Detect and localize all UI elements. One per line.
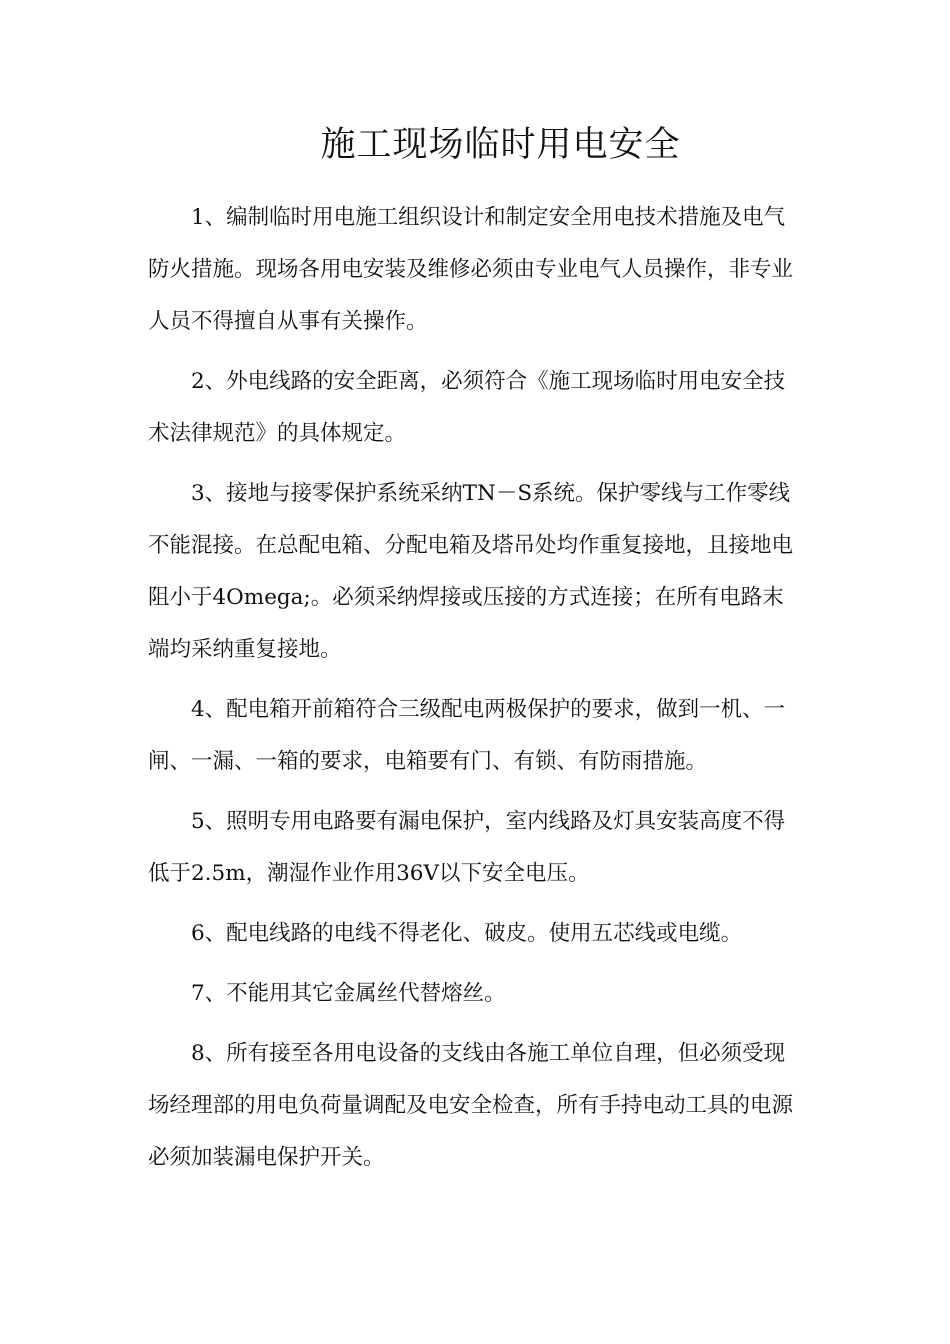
paragraph-8: 8、所有接至各用电设备的支线由各施工单位自理，但必须受现场经理部的用电负荷量调配及电安全检查，所有手持电动工具的电源必须加装漏电保护开关。 [148,1041,794,1170]
paragraph-3: 3、接地与接零保护系统采纳TN－S系统。保护零线与工作零线不能混接。在总配电箱、分配电箱及塔吊处均作重复接地，且接地电阻小于4Omega;。必须采纳焊接或压接的方式连接；在所有电路末端均采纳重复接地。 [148,481,794,662]
paragraph-5: 5、照明专用电路要有漏电保护，室内线路及灯具安装高度不得低于2.5m，潮湿作业作用36V以下安全电压。 [148,809,786,886]
document-title: 施工现场临时用电安全 [320,125,681,165]
paragraph-2: 2、外电线路的安全距离，必须符合《施工现场临时用电安全技术法律规范》的具体规定。 [148,369,786,446]
paragraph-1: 1、编制临时用电施工组织设计和制定安全用电技术措施及电气防火措施。现场各用电安装及维修必须由专业电气人员操作，非专业人员不得擅自从事有关操作。 [148,205,794,334]
paragraph-4: 4、配电箱开前箱符合三级配电两极保护的要求，做到一机、一闸、一漏、一箱的要求，电箱要有门、有锁、有防雨措施。 [148,697,786,774]
paragraph-7: 7、不能用其它金属丝代替熔丝。 [191,981,506,1006]
paragraph-6: 6、配电线路的电线不得老化、破皮。使用五芯线或电缆。 [191,921,743,946]
